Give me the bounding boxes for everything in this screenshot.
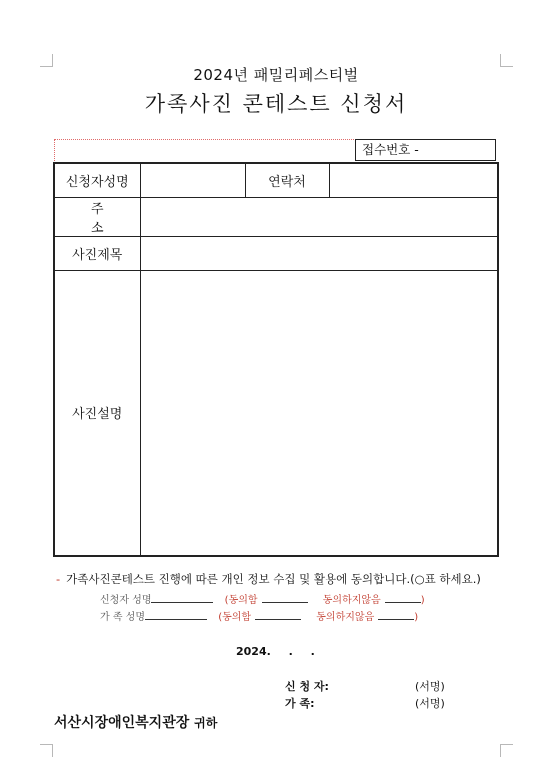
photo-description-field[interactable] <box>140 270 498 556</box>
contact-field[interactable] <box>329 163 498 197</box>
contact-label: 연락처 <box>245 163 329 197</box>
close-paren-family: ) <box>414 612 419 623</box>
consent-notice-text: 가족사진콘테스트 진행에 따른 개인 정보 수집 및 활용에 동의합니다.(○표 하세요.) <box>66 572 481 586</box>
applicant-sign-line[interactable] <box>151 592 213 603</box>
applicant-signature-label: 신 청 자: <box>285 680 329 693</box>
crop-mark-bottom-right <box>500 744 513 757</box>
family-sign-line[interactable] <box>145 609 207 620</box>
consent-row-family <box>100 608 418 623</box>
form-row-photo-title <box>54 236 498 270</box>
form-row-address <box>54 197 498 236</box>
form-row-applicant <box>54 163 498 197</box>
receipt-number-box: 접수번호 - <box>355 139 496 161</box>
application-date: 2024. . . <box>236 645 315 658</box>
crop-mark-bottom-left <box>40 744 53 757</box>
close-paren: ) <box>420 595 425 606</box>
disagree-option[interactable]: 동의하지않음 <box>322 595 381 606</box>
agree-blank-family[interactable] <box>255 609 301 620</box>
page-title: 가족사진 콘테스트 신청서 <box>144 92 408 116</box>
addressee <box>54 712 217 732</box>
page-subtitle: 2024년 패밀리페스티벌 <box>193 66 359 84</box>
address-field[interactable] <box>140 197 498 236</box>
consent-notice <box>56 571 481 587</box>
photo-title-field[interactable] <box>140 236 498 270</box>
photo-title-label: 사진제목 <box>54 236 140 270</box>
disagree-blank[interactable] <box>385 592 421 603</box>
consent-row-family-label: 가 족 성명 <box>100 612 145 623</box>
address-label: 주 소 <box>54 197 140 236</box>
consent-row-applicant <box>100 591 425 606</box>
disagree-blank-family[interactable] <box>378 609 414 620</box>
addressee-org: 서산시장애인복지관장 <box>54 715 190 731</box>
application-form-table <box>53 162 499 557</box>
addressee-suffix: 귀하 <box>194 716 218 730</box>
applicant-name-field[interactable] <box>140 163 245 197</box>
family-signature-label: 가 족: <box>285 697 315 710</box>
dotted-guide-line <box>54 139 354 140</box>
dotted-guide-side <box>54 139 55 161</box>
disagree-option-family[interactable]: 동의하지않음 <box>316 612 375 623</box>
bullet-dash: - <box>56 572 61 586</box>
agree-blank[interactable] <box>262 592 308 603</box>
applicant-name-label: 신청자성명 <box>54 163 140 197</box>
photo-description-label: 사진설명 <box>54 270 140 556</box>
agree-option-family[interactable]: (동의함 <box>218 612 252 623</box>
applicant-sign-mark[interactable]: (서명) <box>415 680 445 693</box>
consent-row-applicant-label: 신청자 성명 <box>100 595 152 606</box>
form-row-photo-description <box>54 270 498 556</box>
agree-option[interactable]: (동의함 <box>224 595 258 606</box>
family-sign-mark[interactable]: (서명) <box>415 697 445 710</box>
